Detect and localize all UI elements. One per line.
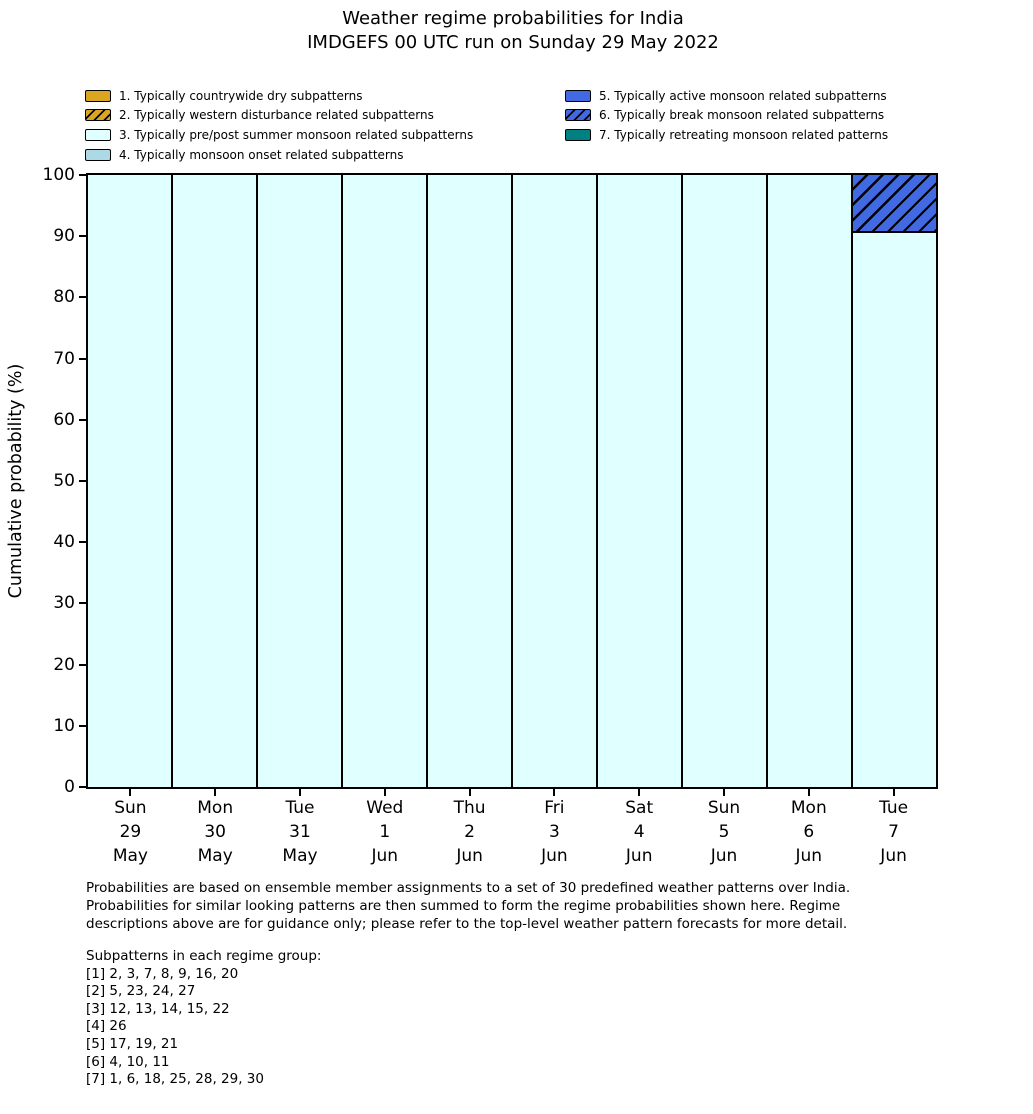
footnote [86, 879, 850, 933]
x-tick-label-line: Sat [625, 798, 654, 818]
subpatterns-group: [4] 26 [86, 1018, 127, 1035]
y-tick-mark [79, 358, 86, 360]
x-tick-label [113, 796, 148, 868]
y-tick-mark [79, 480, 86, 482]
x-tick-label-line: 7 [888, 822, 900, 842]
bar-segment [88, 175, 171, 787]
y-tick-mark [79, 602, 86, 604]
x-tick-mark [638, 789, 640, 796]
y-tick-mark [79, 174, 86, 176]
x-tick-label [282, 796, 317, 868]
x-tick-label-line: Tue [879, 798, 909, 818]
legend-item-label: 7. Typically retreating monsoon related patterns [599, 127, 889, 142]
x-tick-label-line: 6 [803, 822, 815, 842]
color-swatch-icon [85, 129, 111, 141]
bar-10 [853, 175, 936, 787]
x-tick-label [625, 796, 653, 868]
y-tick-mark [79, 541, 86, 543]
x-tick-mark [299, 789, 301, 796]
y-tick-label: 100 [42, 165, 75, 185]
x-tick-label-line: May [112, 846, 148, 866]
bar-7 [598, 175, 683, 787]
subpatterns-group: [2] 5, 23, 24, 27 [86, 983, 196, 1000]
legend-item-label: 2. Typically western disturbance related subpatterns [119, 108, 434, 123]
y-tick-mark [79, 419, 86, 421]
hatched-swatch-icon [565, 109, 591, 121]
x-tick-mark [808, 789, 810, 796]
chart-title-line1: Weather regime probabilities for India [342, 8, 684, 29]
legend-item-3 [85, 128, 565, 142]
x-tick-label-line: Mon [790, 798, 827, 818]
y-tick-label: 20 [53, 654, 75, 675]
x-tick-label-line: Jun [625, 846, 653, 866]
footnote-line: Probabilities are based on ensemble member assignments to a set of 30 predefined weather patterns over India. [86, 880, 851, 896]
x-tick-label [366, 796, 403, 868]
x-tick-label-line: Sun [707, 798, 741, 818]
legend-item-label: 1. Typically countrywide dry subpatterns [119, 88, 363, 103]
y-tick-label: 60 [53, 409, 75, 430]
subpatterns-heading: Subpatterns in each regime group: [86, 948, 322, 964]
x-tick-label-line: Jun [795, 846, 823, 866]
x-tick-mark [893, 789, 895, 796]
plot-area [42, 165, 938, 866]
x-tick-mark [129, 789, 131, 796]
x-tick-label-line: Sun [114, 798, 147, 818]
y-tick-mark [79, 296, 86, 298]
bars [88, 175, 936, 787]
x-tick-label-line: Jun [710, 846, 738, 866]
x-tick-label-line: May [282, 846, 318, 866]
legend-item-6 [565, 108, 1033, 122]
color-swatch-icon [565, 90, 591, 102]
y-tick-label: 90 [53, 226, 75, 247]
x-tick-label-line: Wed [366, 798, 404, 818]
color-swatch-icon [85, 90, 111, 102]
x-tick-label-line: 30 [204, 822, 226, 842]
x-tick-label-line: Fri [544, 798, 565, 818]
bar-1 [88, 175, 173, 787]
x-tick-mark [553, 789, 555, 796]
bar-segment [173, 175, 256, 787]
x-tick-label [708, 796, 740, 868]
bar-5 [428, 175, 513, 787]
bar-segment [258, 175, 341, 787]
subpatterns-group: [1] 2, 3, 7, 8, 9, 16, 20 [86, 965, 239, 982]
bar-2 [173, 175, 258, 787]
x-tick-label-line: 2 [464, 822, 475, 842]
bar-3 [258, 175, 343, 787]
legend-item-2 [85, 108, 565, 122]
x-tick-label-line: May [197, 846, 233, 866]
subpatterns-list [86, 948, 321, 1089]
bar-segment [683, 175, 766, 787]
legend-item-label: 6. Typically break monsoon related subpatterns [599, 108, 885, 123]
color-swatch-icon [565, 129, 591, 141]
y-tick-mark [79, 235, 86, 237]
y-tick-label: 40 [53, 532, 75, 553]
x-tick-label-line: 5 [718, 822, 730, 842]
footnote-line: descriptions above are for guidance only; please refer to the top-level weather pattern forecasts for more detail. [86, 916, 848, 932]
chart-title-line2: IMDGEFS 00 UTC run on Sunday 29 May 2022 [307, 32, 719, 53]
bar-6 [513, 175, 598, 787]
x-tick-label-line: Jun [880, 846, 907, 866]
x-tick-label-line: Tue [285, 798, 315, 818]
x-tick-mark [384, 789, 386, 796]
bar-segment [428, 175, 511, 787]
x-tick-label-line: Mon [197, 798, 234, 818]
subpatterns-group: [3] 12, 13, 14, 15, 22 [86, 1000, 230, 1017]
x-tick-label [454, 796, 486, 868]
y-tick-label: 30 [53, 593, 75, 614]
y-tick-mark [79, 664, 86, 666]
bar-4 [343, 175, 428, 787]
x-tick-label-line: Jun [541, 846, 568, 866]
x-tick-label-line: 4 [633, 822, 645, 842]
x-tick-label-line: 1 [379, 822, 391, 842]
x-tick-label [879, 796, 908, 868]
y-tick-mark [79, 725, 86, 727]
legend-item-1 [85, 89, 565, 103]
x-tick-label-line: Jun [456, 846, 483, 866]
y-tick-label: 50 [53, 471, 75, 491]
y-tick-mark [79, 786, 86, 788]
bar-9 [768, 175, 853, 787]
x-tick-label [197, 796, 233, 868]
subpatterns-group: [6] 4, 10, 11 [86, 1053, 170, 1070]
legend-item-label: 3. Typically pre/post summer monsoon related subpatterns [119, 127, 474, 142]
legend-item-label: 5. Typically active monsoon related subpatterns [599, 88, 887, 103]
legend-item-5 [565, 89, 1033, 103]
chart-title [88, 7, 938, 55]
x-tick-label [791, 796, 827, 868]
bar-segment [768, 175, 851, 787]
y-tick-label: 10 [53, 715, 75, 736]
y-tick-label: 80 [53, 287, 75, 308]
legend-item-label: 4. Typically monsoon onset related subpatterns [119, 147, 404, 162]
y-axis-title: Cumulative probability (%) [6, 363, 26, 599]
x-tick-label-line: 31 [289, 822, 311, 842]
x-tick-label [541, 796, 568, 868]
x-tick-label-line: 29 [119, 822, 142, 842]
subpatterns-group: [5] 17, 19, 21 [86, 1035, 179, 1052]
bar-segment [853, 233, 936, 787]
bar-segment [513, 175, 596, 787]
x-tick-mark [469, 789, 471, 796]
hatched-swatch-icon [85, 109, 111, 121]
bar-8 [683, 175, 768, 787]
y-tick-label: 0 [64, 777, 75, 797]
bar-segment [853, 175, 936, 233]
y-tick-label: 70 [53, 348, 75, 369]
x-tick-label-line: 3 [548, 822, 560, 842]
x-tick-mark [214, 789, 216, 796]
legend-item-4 [85, 148, 565, 162]
legend [85, 86, 1033, 164]
bar-segment [343, 175, 426, 787]
subpatterns-group: [7] 1, 6, 18, 25, 28, 29, 30 [86, 1071, 264, 1088]
x-tick-label-line: Thu [453, 798, 486, 818]
x-tick-label-line: Jun [371, 846, 399, 866]
x-tick-mark [723, 789, 725, 796]
bar-segment [598, 175, 681, 787]
color-swatch-icon [85, 149, 111, 161]
footnote-line: Probabilities for similar looking patterns are then summed to form the regime probabilities shown here. Regime [86, 898, 841, 914]
legend-item-7 [565, 128, 1033, 142]
